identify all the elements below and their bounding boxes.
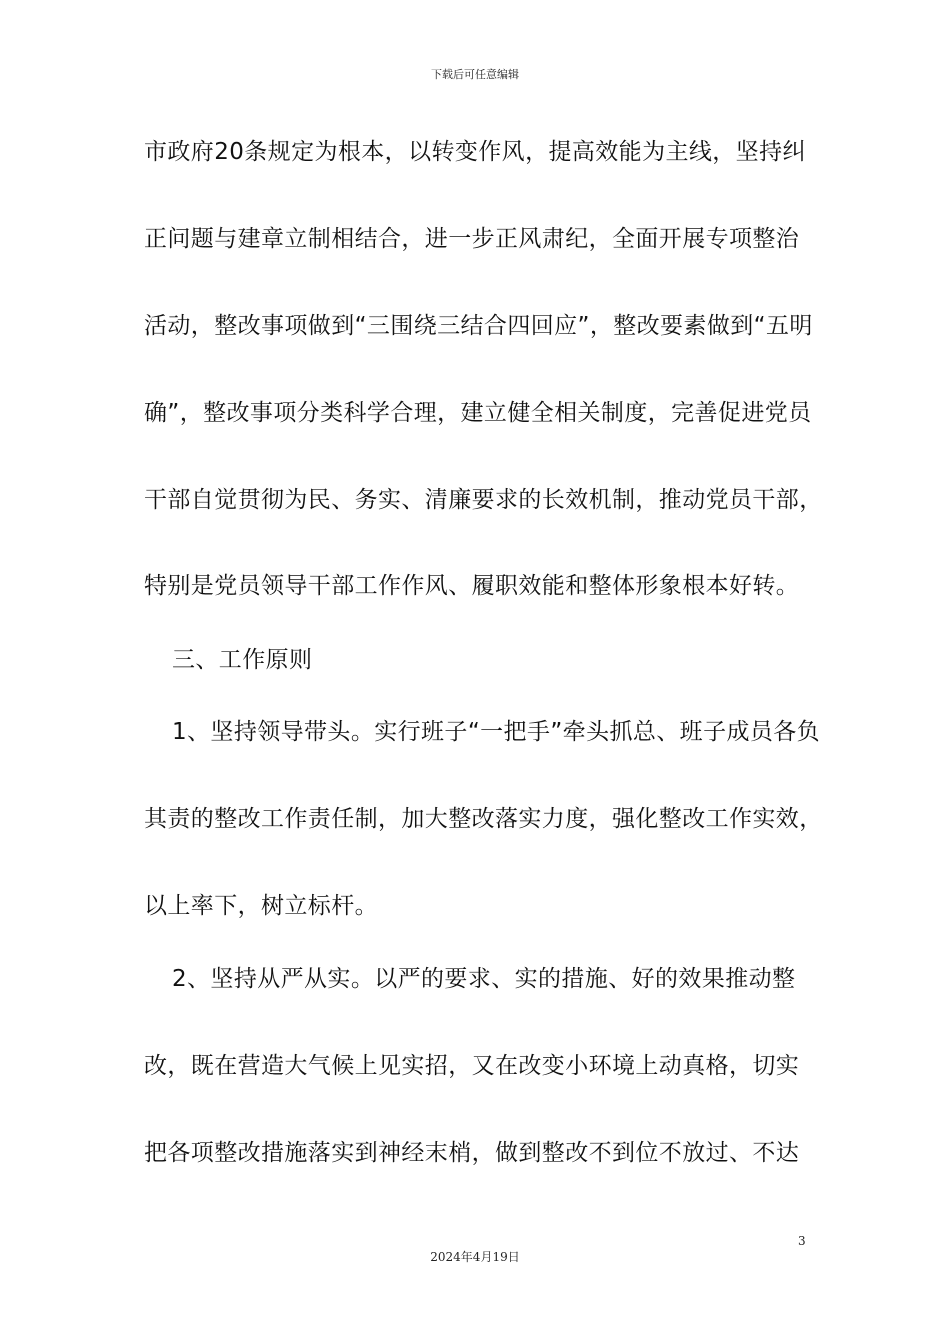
body-line-2: 正问题与建章立制相结合，进一步正风肃纪，全面开展专项整治 — [144, 226, 800, 252]
body-line-8: 1、坚持领导带头。实行班子“一把手”牵头抓总、班子成员各负 — [172, 719, 821, 745]
page-header: 下载后可任意编辑 — [431, 68, 519, 81]
body-line-10: 以上率下，树立标杆。 — [144, 893, 378, 919]
body-line-4: 确”，整改事项分类科学合理，建立健全相关制度，完善促进党员 — [144, 400, 812, 426]
section-heading: 三、工作原则 — [172, 647, 313, 673]
body-line-5: 干部自觉贯彻为民、务实、清廉要求的长效机制，推动党员干部， — [144, 487, 823, 513]
footer-date: 2024年4月19日 — [430, 1250, 520, 1264]
page-number: 3 — [798, 1234, 806, 1248]
body-line-12: 改，既在营造大气候上见实招，又在改变小环境上动真格，切实 — [144, 1053, 800, 1079]
body-line-9: 其责的整改工作责任制，加大整改落实力度，强化整改工作实效， — [144, 806, 823, 832]
body-line-11: 2、坚持从严从实。以严的要求、实的措施、好的效果推动整 — [172, 966, 796, 992]
body-line-1: 市政府20条规定为根本，以转变作风，提高效能为主线，坚持纠 — [144, 139, 806, 165]
body-line-13: 把各项整改措施落实到神经末梢，做到整改不到位不放过、不达 — [144, 1140, 800, 1166]
body-line-6: 特别是党员领导干部工作作风、履职效能和整体形象根本好转。 — [144, 573, 800, 599]
body-line-3: 活动，整改事项做到“三围绕三结合四回应”，整改要素做到“五明 — [144, 313, 813, 339]
